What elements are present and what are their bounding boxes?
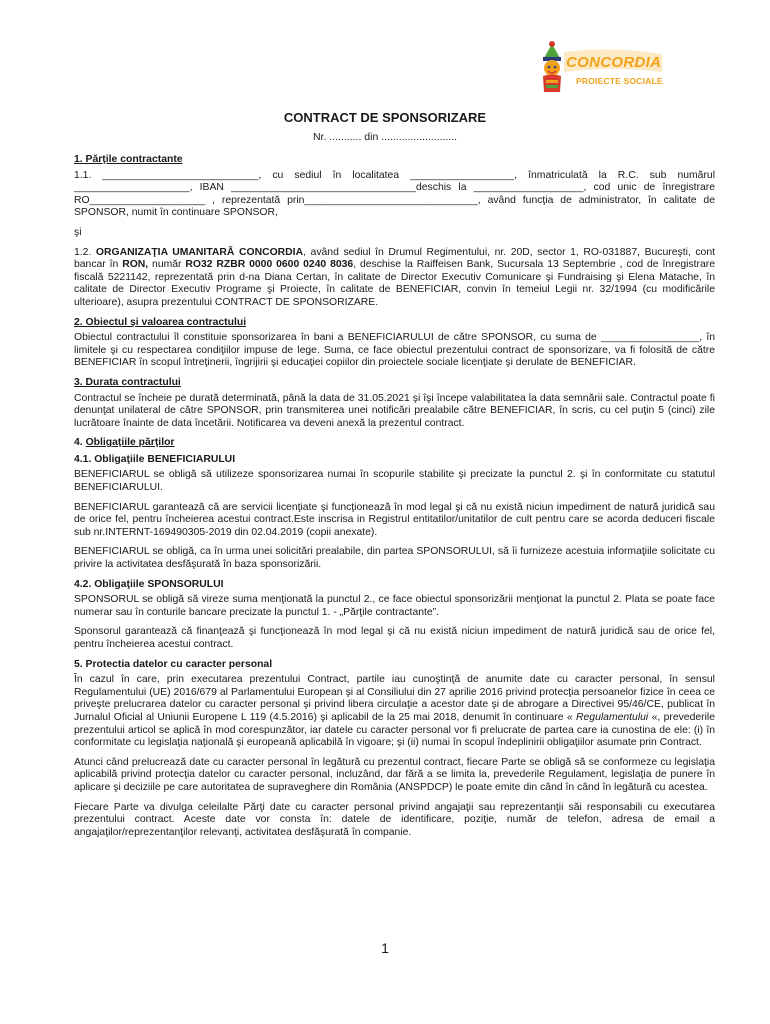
section-4-1-paragraph-2: BENEFICIARUL garantează că are servicii licenţiate şi funcţionează în mod legal şi că nu există niciun impediment de natură juridică sau de orice fel, pentru încheierea acestui contract.Este inscrisa in Registrul entitatilor/unitatilor de cult pentru care se acorda deduceri fiscale sub nr.INTERNT-169490305-2019 din 02.04.2019 (copii anexate).	[74, 501, 715, 538]
concordia-logo	[538, 40, 664, 98]
section-3-paragraph: Contractul se încheie pe durată determinată, până la data de 31.05.2021 şi îşi începe valabilitatea la data semnării sale. Contractul poate fi denunţat unilateral de către SPONSOR, prin transmiterea unei notificări prealabile către BENEFICIAR, în scris, cu cel puţin 5 (cinci) zile lucrătoare înainte de data încetării. Notificarea va deveni anexă la prezentul contract.	[74, 392, 715, 429]
section-5-paragraph-1	[74, 674, 715, 750]
section-4-2-paragraph-1: SPONSORUL se obligă să vireze suma menţionată la punctul 2., ce face obiectul sponsorizării menţionat la punctul 2. Plata se poate face numerar sau în conturile bancare precizate la punctul 1. - „Părţile contractante”.	[74, 594, 715, 618]
contract-title: CONTRACT DE SPONSORIZARE	[283, 110, 487, 125]
s12-text-2: număr	[148, 259, 186, 271]
section-4-2-heading: 4.2. Obligaţiile SPONSORULUI	[74, 578, 224, 590]
section-5-paragraph-3: Fiecare Parte va divulga celeilalte Părţi date cu caracter personal privind angajaţii sau reprezentanţii săi responsabili cu executarea prezentului contract. Aceste date vor consta în: datele de identificare, poziţie, număr de telefon, adresa de email a angajaţilor/reprezentanţilor relevanţi, activitatea desfăşurată în companie.	[74, 801, 715, 838]
s12-text-3: , deschise la Raiffeisen Bank, Sucursala 13 Septembrie , cod de înregistrare fiscală 5221142, reprezentată prin d-na Diana Certan, în calitate de Director Executiv Comunicare şi Fundraising şi Elena Matache, în calitate de Director Executiv Programe şi Proiecte, în calitate de BENEFICIAR, convin în temeiul Legii nr. 32/1994 (cu modificările ulterioare), asupra prezentului CONTRACT DE SPONSORIZARE.	[74, 259, 715, 308]
s5-p1-text-a: În cazul în care, prin executarea prezentului Contract, partile iau cunoştinţă de anumite date cu caracter personal, în sensul Regulamentului (UE) 2016/679 al Parlamentului European şi al Consiliului din 27 aprilie 2016 privind protecţia persoanelor fizice în ceea ce priveşte prelucrarea datelor cu caracter personal şi privind libera circulaţie a acestor date şi de abrogare a Directivei 95/46/CE, publicat în Jurnalul Oficial al Uniunii Europene L 119 (4.5.2016) şi aplicabil de la 25 mai 2018, denumit în continuare «	[74, 674, 715, 723]
contract-body	[74, 150, 715, 846]
contract-number-line: Nr. ........... din ..........................	[312, 131, 458, 143]
logo-subtitle: PROIECTE SOCIALE	[576, 76, 663, 86]
and-connector: şi	[74, 226, 82, 238]
section-4-heading	[74, 437, 715, 450]
section-2-paragraph: Obiectul contractului îl constituie sponsorizarea în bani a BENEFICIARULUI de către SPONSOR, cu suma de _________________, în limitele şi cu respectarea condiţiilor impuse de lege. Suma, ce face obiectul prezentului contract de sponsorizare, va fi folosită de către BENEFICIAR în scopul întreţinerii, îngrijirii şi educaţiei copiilor din proiectele sociale licenţiate şi derulate de BENEFICIAR.	[74, 332, 715, 369]
page-number: 1	[381, 940, 389, 956]
section-4-title: Obligaţiile părţilor	[85, 437, 175, 449]
currency-ron: RON,	[122, 259, 149, 271]
section-4-1-heading: 4.1. Obligaţiile BENEFICIARULUI	[74, 453, 236, 465]
section-2-heading: 2. Obiectul şi valoarea contractului	[74, 316, 247, 328]
s5-p1-text-b: «, prevederile prezentului articol se aplică în mod corespunzător, iar datele cu caracter personal vor fi prelucrate de partea care ia cunostina de ele: (i) în conformitate cu legislaţia naţională şi europeană aplicabilă în vigoare; şi (ii) numai în scopul îndeplinirii obligaţiilor asumate prin Contract.	[74, 711, 715, 749]
section-5-heading: 5. Protectia datelor cu caracter personal	[74, 658, 273, 670]
section-4-2-paragraph-2: Sponsorul garantează că finanţează şi funcţionează în mod legal şi că nu există niciun impediment de natură juridică sau de orice fel, pentru încheierea acestui contract.	[74, 626, 715, 650]
section-4-number: 4.	[74, 437, 86, 449]
section-5-paragraph-2: Atunci când prelucrează date cu caracter personal în legătură cu prezentul contract, fiecare Parte se obligă să se conformeze cu legislaţia aplicabilă privind protecţia datelor cu caracter personal, incluzând, dar fără a se limita la, prevederile Regulament, legislaţia de punere în aplicare şi deciziile pe care autoritatea de supraveghere din România (ANSPDCP) le poate emite din când în când în legătură cu acestea.	[74, 756, 715, 793]
logo-brand-text: CONCORDIA	[566, 54, 662, 71]
section-1-1-paragraph: 1.1. ___________________________, cu sediul în localitatea __________________, înmatriculată la R.C. sub numărul ____________________, IBAN ________________________________deschis la ___________________, cod unic de înregistrare RO____________________ , reprezentată prin______________________________, având funcţia de administrator, în calitate de SPONSOR, numit în continuare SPONSOR,	[74, 169, 715, 219]
section-3-heading: 3. Durata contractului	[74, 376, 181, 388]
iban-number: RO32 RZBR 0000 0600 0240 8036	[185, 259, 354, 271]
s5-regulation-term: Regulamentului	[576, 711, 649, 723]
section-1-heading: 1. Părţile contractante	[74, 154, 183, 165]
s12-text-1: , având sediul în Drumul Regimentului, nr. 20D, sector 1, RO-031887, Bucureşti, cont bancar în	[74, 246, 716, 271]
section-4-1-paragraph-3: BENEFICIARUL se obligă, ca în urma unei solicitări prealabile, din partea SPONSORULUI, să îi furnizeze acestuia informaţiile solicitate cu privire la activitatea desfăşurată în baza sponsorizării.	[74, 546, 715, 571]
s12-prefix: 1.2.	[74, 246, 96, 258]
section-1-2-paragraph	[74, 247, 715, 310]
organization-name: ORGANIZAŢIA UMANITARĂ CONCORDIA	[95, 246, 304, 258]
section-4-1-paragraph-1: BENEFICIARUL se obligă să utilizeze sponsorizarea numai în scopurile stabilite şi precizate la punctul 2. şi în conformitate cu statutul BENEFICIARULUI.	[74, 469, 715, 494]
